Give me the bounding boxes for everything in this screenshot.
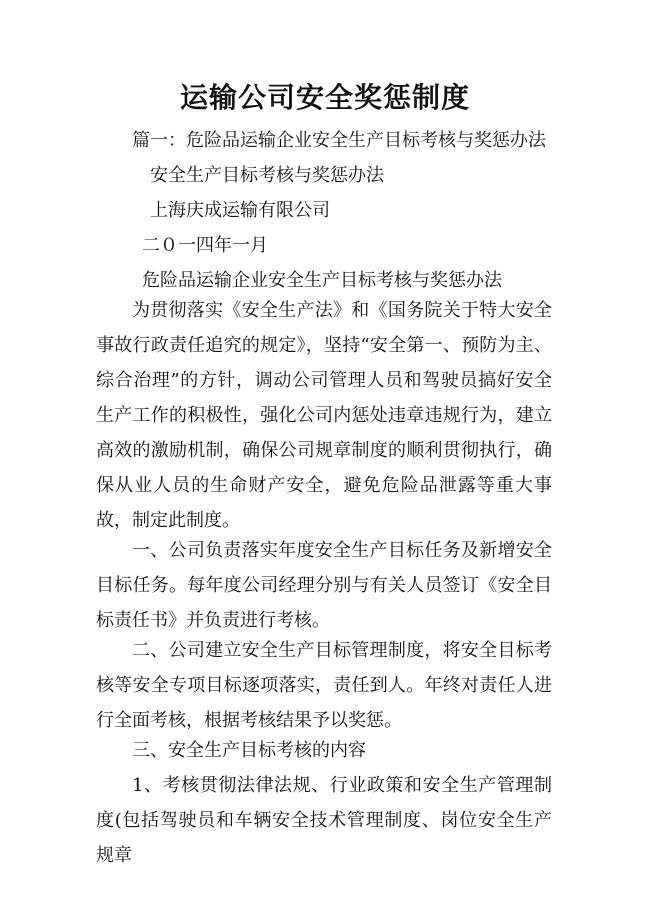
paragraph-intro: 为贯彻落实《安全生产法》和《国务院关于特大安全事故行政责任追究的规定》，坚持“安全第一、预防为主、综合治理”的方针，调动公司管理人员和驾驶员搞好安全生产工作的积极性，强化公司内惩处违章违规行为，建立高效的激励机制，确保公司规章制度的顺利贯彻执行，确保从业人员的生命财产安全，避免危险品泄露等重大事故，制定此制度。 (96, 300, 552, 531)
company-name: 上海庆成运输有限公司 (150, 200, 330, 221)
document-heading: 危险品运输企业安全生产目标考核与奖惩办法 (142, 270, 502, 291)
paragraph-item-3-1: 1、考核贯彻法律法规、行业政策和安全生产管理制度(包括驾驶员和车辆安全技术管理制度、岗位安全生产规章 (96, 775, 552, 866)
paragraph-item-3: 三、安全生产目标考核的内容 (132, 740, 366, 761)
document-title: 运输公司安全奖惩制度 (179, 81, 470, 114)
chapter-heading: 篇一：危险品运输企业安全生产目标考核与奖惩办法 (132, 130, 546, 151)
paragraph-item-1: 一、公司负责落实年度安全生产目标任务及新增安全目标任务。每年度公司经理分别与有关人员签订《安全目标责任书》并负责进行考核。 (96, 540, 552, 631)
subtitle: 安全生产目标考核与奖惩办法 (150, 165, 384, 186)
document-date: 二０一四年一月 (142, 235, 268, 256)
paragraph-item-2: 二、公司建立安全生产目标管理制度，将安全目标考核等安全专项目标逐项落实，责任到人。年终对责任人进行全面考核，根据考核结果予以奖惩。 (96, 640, 552, 731)
